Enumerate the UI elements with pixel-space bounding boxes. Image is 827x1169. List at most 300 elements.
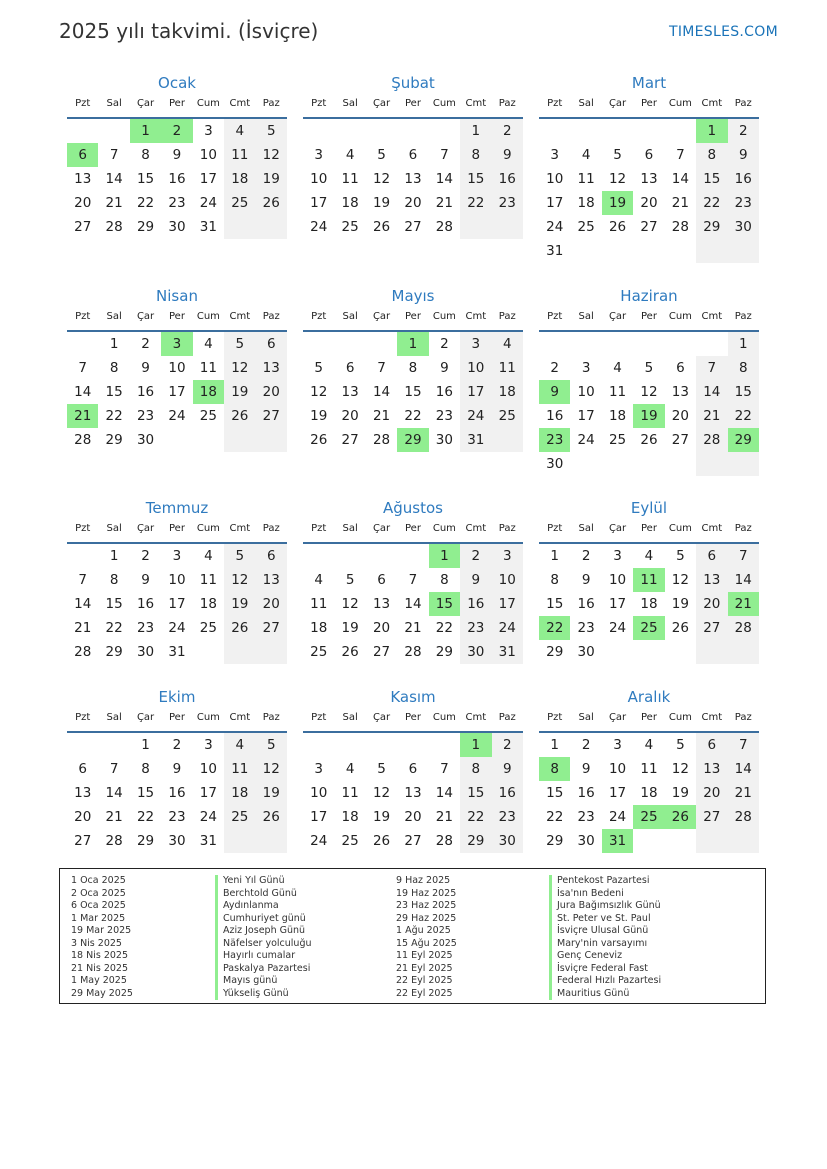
weekday-label: Per [405,98,421,109]
month-9 [539,498,759,664]
day-cell: 3 [172,548,182,564]
weekday-label: Pzt [75,311,91,322]
day-cell: 23 [168,809,186,825]
legend-date: 1 Ağu 2025 [396,925,451,936]
day-cell: 18 [608,408,627,424]
weekday-label: Cum [668,311,692,322]
empty-cell [492,428,523,452]
day-cell: 16 [546,408,564,424]
day-cell: 24 [608,809,627,825]
day-cell: 12 [608,171,627,187]
day-cell: 27 [74,833,92,849]
weekday-label: Cmt [229,98,251,109]
empty-cell [67,332,98,356]
day-cell: 23 [168,195,186,211]
day-cell: 5 [676,737,685,753]
day-grid [539,544,759,664]
legend-holiday-name [215,900,312,913]
day-cell: 22 [460,805,491,829]
day-cell: 6 [408,147,418,163]
day-cell: 19 [633,404,664,428]
legend-dates-2 [396,875,457,1000]
legend-holiday-name [549,963,661,976]
day-cell: 17 [460,380,491,404]
day-cell: 4 [224,733,255,757]
weekday-label: Sal [106,523,122,534]
day-cell: 4 [314,572,323,588]
day-cell: 6 [676,360,685,376]
day-cell: 9 [141,572,150,588]
day-cell: 21 [74,620,92,636]
day-cell: 8 [460,143,491,167]
empty-cell [633,452,664,476]
month-name: Haziran [620,287,678,305]
day-cell: 1 [109,548,119,564]
legend-date: 11 Eyl 2025 [396,950,453,961]
day-cell: 6 [408,761,418,777]
empty-cell [696,332,727,356]
weekday-label: Sal [578,98,594,109]
weekday-header [539,308,759,332]
day-cell: 21 [696,404,727,428]
empty-cell [224,829,255,853]
day-cell: 31 [168,644,186,660]
empty-cell [665,239,696,263]
weekday-label: Sal [106,712,122,723]
legend-date: 29 Haz 2025 [396,912,457,924]
day-cell: 12 [372,785,391,801]
empty-cell [570,239,601,263]
weekday-label: Cum [432,311,456,322]
legend-date: 21 Eyl 2025 [396,962,453,974]
day-cell: 27 [74,219,92,235]
day-cell: 5 [676,548,685,564]
empty-cell [696,829,727,853]
day-cell: 11 [224,143,255,167]
weekday-label: Çar [372,98,391,109]
day-cell: 29 [460,829,491,853]
day-cell: 13 [671,384,689,400]
weekday-label: Cum [668,523,692,534]
day-cell: 2 [440,336,449,352]
month-name: Mayıs [391,287,435,305]
day-cell: 22 [696,191,727,215]
legend-date: 29 May 2025 [71,987,133,999]
day-cell: 23 [136,408,155,424]
day-cell: 6 [78,761,87,777]
legend-holiday-name [549,913,661,926]
weekday-label: Paz [262,311,280,322]
day-cell: 27 [372,644,391,660]
day-cell: 4 [644,548,654,564]
legend-date: 19 Haz 2025 [396,887,457,899]
empty-cell [602,332,633,356]
day-cell: 24 [310,833,328,849]
day-cell: 12 [256,757,287,781]
day-cell: 8 [696,143,727,167]
day-cell: 14 [74,596,92,612]
day-cell: 15 [136,785,155,801]
empty-cell [334,332,365,356]
day-cell: 1 [550,737,559,753]
empty-cell [429,733,460,757]
weekday-label: Paz [262,712,280,723]
weekday-label: Cum [196,98,220,109]
weekday-label: Çar [608,98,627,109]
day-cell: 17 [310,809,328,825]
weekday-label: Cmt [465,523,487,534]
day-cell: 1 [550,548,559,564]
day-cell: 1 [429,544,460,568]
day-cell: 25 [224,805,255,829]
legend-holiday-label: Aydınlanma [215,900,312,913]
day-cell: 20 [640,195,658,211]
empty-cell [256,640,287,664]
day-cell: 17 [310,195,328,211]
day-cell: 13 [256,568,287,592]
day-cell: 20 [74,195,92,211]
day-cell: 3 [492,544,523,568]
empty-cell [633,332,664,356]
empty-cell [633,640,664,664]
legend-date: 22 Eyl 2025 [396,975,453,986]
weekday-label: Çar [608,523,627,534]
empty-cell [633,829,664,853]
day-cell: 26 [224,616,255,640]
day-cell: 3 [581,360,591,376]
day-cell: 16 [577,596,595,612]
empty-cell [224,640,255,664]
weekday-label: Per [641,98,657,109]
day-cell: 19 [256,781,287,805]
day-cell: 19 [602,191,633,215]
day-cell: 11 [608,384,627,400]
month-11 [303,687,523,853]
empty-cell [665,332,696,356]
day-cell: 18 [640,785,658,801]
weekday-label: Çar [372,712,391,723]
empty-cell [728,239,759,263]
weekday-label: Pzt [547,98,563,109]
legend-holiday-name [549,988,661,1001]
day-cell: 8 [141,761,150,777]
weekday-label: Çar [136,523,155,534]
empty-cell [303,733,334,757]
day-cell: 30 [460,640,491,664]
month-2 [303,73,523,239]
legend-date: 23 Haz 2025 [396,900,457,911]
day-cell: 21 [728,592,759,616]
weekday-label: Pzt [75,712,91,723]
legend-holiday-label: İsviçre Federal Fast [549,963,661,976]
weekday-label: Per [641,311,657,322]
day-cell: 29 [435,644,453,660]
day-cell: 4 [581,147,591,163]
legend-holiday-label: Pentekost Pazartesi [549,875,661,888]
day-cell: 22 [105,408,123,424]
day-cell: 3 [204,737,213,753]
weekday-label: Çar [608,712,627,723]
day-cell: 1 [130,119,161,143]
day-cell: 16 [168,785,186,801]
weekday-header [67,520,287,544]
day-cell: 10 [310,171,328,187]
empty-cell [67,119,98,143]
day-cell: 25 [310,644,328,660]
month-name: Eylül [630,499,668,517]
empty-cell [665,452,696,476]
day-cell: 18 [224,167,255,191]
weekday-header [539,95,759,119]
empty-cell [334,544,365,568]
day-cell: 21 [372,408,391,424]
weekday-label: Cum [196,311,220,322]
empty-cell [696,452,727,476]
day-cell: 29 [105,644,123,660]
day-cell: 12 [671,572,689,588]
empty-cell [334,733,365,757]
day-cell: 27 [696,805,727,829]
day-cell: 3 [161,332,192,356]
weekday-label: Pzt [547,523,563,534]
empty-cell [633,239,664,263]
legend-holiday-label: Yükseliş Günü [215,988,312,1001]
day-cell: 23 [492,191,523,215]
day-cell: 25 [492,404,523,428]
empty-cell [256,428,287,452]
day-cell: 16 [492,781,523,805]
weekday-header [303,709,523,733]
day-cell: 9 [440,360,449,376]
weekday-label: Çar [136,712,155,723]
day-cell: 26 [341,644,359,660]
legend-holiday-label: Genç Ceneviz [549,950,661,963]
day-cell: 3 [613,548,622,564]
weekday-label: Pzt [311,712,327,723]
day-cell: 5 [644,360,654,376]
empty-cell [303,119,334,143]
day-cell: 14 [696,380,727,404]
day-grid [539,332,759,476]
day-cell: 19 [256,167,287,191]
day-cell: 2 [460,544,491,568]
day-cell: 16 [460,592,491,616]
day-cell: 9 [460,568,491,592]
weekday-label: Cmt [229,712,251,723]
weekday-label: Paz [498,98,516,109]
day-cell: 31 [546,243,564,259]
day-cell: 2 [581,548,591,564]
month-7 [67,498,287,664]
legend-holiday-name [549,925,661,938]
day-cell: 16 [577,785,595,801]
day-cell: 2 [141,548,150,564]
day-cell: 2 [141,336,150,352]
day-cell: 8 [141,147,150,163]
day-cell: 22 [136,809,155,825]
legend-names-2 [549,875,661,1000]
day-cell: 29 [696,215,727,239]
day-cell: 21 [404,620,422,636]
day-cell: 22 [546,809,564,825]
day-cell: 7 [696,356,727,380]
legend-holiday-name [215,988,312,1001]
weekday-label: Çar [372,523,391,534]
day-cell: 12 [671,761,689,777]
day-cell: 26 [256,805,287,829]
day-cell: 28 [372,432,391,448]
day-cell: 5 [345,572,355,588]
legend-holiday-name [549,875,661,888]
day-cell: 13 [640,171,658,187]
day-cell: 25 [341,219,359,235]
month-4 [67,286,287,452]
empty-cell [193,428,224,452]
legend-holiday-label: Berchtold Günü [215,888,312,901]
day-cell: 20 [696,781,727,805]
day-cell: 13 [696,568,727,592]
day-cell: 1 [460,733,491,757]
day-cell: 20 [404,809,422,825]
day-cell: 4 [224,119,255,143]
day-cell: 20 [74,809,92,825]
day-cell: 30 [728,215,759,239]
day-cell: 26 [256,191,287,215]
day-cell: 23 [577,620,595,636]
legend-date: 1 Oca 2025 [71,875,126,886]
day-cell: 13 [372,596,391,612]
day-cell: 10 [199,761,217,777]
weekday-label: Cum [432,523,456,534]
day-cell: 10 [608,761,627,777]
empty-cell [728,452,759,476]
day-cell: 22 [539,616,570,640]
day-cell: 6 [696,544,727,568]
legend-date: 3 Nis 2025 [71,937,122,949]
day-grid [539,119,759,263]
day-cell: 9 [492,757,523,781]
weekday-label: Cmt [701,712,723,723]
day-cell: 10 [492,568,523,592]
empty-cell [602,119,633,143]
weekday-label: Cmt [701,523,723,534]
month-5 [303,286,523,452]
month-12 [539,687,759,853]
empty-cell [303,544,334,568]
day-cell: 19 [671,785,689,801]
site-logo[interactable]: TIMESLES.COM [669,24,778,40]
day-cell: 28 [728,805,759,829]
empty-cell [224,215,255,239]
weekday-label: Cmt [465,311,487,322]
legend-holiday-name [215,963,312,976]
empty-cell [67,733,98,757]
weekday-label: Per [405,712,421,723]
day-cell: 25 [577,219,595,235]
weekday-label: Sal [342,311,358,322]
empty-cell [303,332,334,356]
day-cell: 6 [345,360,355,376]
day-cell: 18 [640,596,658,612]
legend-holiday-label: Aziz Joseph Günü [215,925,312,938]
day-cell: 5 [613,147,622,163]
day-cell: 13 [404,171,422,187]
day-cell: 28 [105,833,123,849]
weekday-header [539,520,759,544]
legend-holiday-label: İsa'nın Bedeni [549,888,661,901]
empty-cell [696,640,727,664]
day-cell: 29 [136,833,155,849]
empty-cell [570,452,601,476]
day-cell: 18 [341,195,359,211]
weekday-label: Paz [734,523,752,534]
day-grid [67,733,287,853]
day-cell: 11 [492,356,523,380]
day-cell: 22 [460,191,491,215]
empty-cell [366,332,397,356]
day-cell: 24 [577,432,595,448]
legend-holiday-label: Paskalya Pazartesi [215,963,312,976]
weekday-label: Pzt [311,523,327,534]
legend-holiday-label: Federal Hızlı Pazartesi [549,975,661,988]
month-name: Temmuz [145,499,209,517]
legend-holiday-label: St. Peter ve St. Paul [549,913,661,926]
empty-cell [696,239,727,263]
empty-cell [570,332,601,356]
day-cell: 18 [199,596,217,612]
day-cell: 14 [105,171,123,187]
day-cell: 30 [168,833,186,849]
day-cell: 25 [341,833,359,849]
day-cell: 22 [136,195,155,211]
legend-holiday-name [215,888,312,901]
weekday-label: Cum [196,523,220,534]
day-cell: 27 [341,432,359,448]
day-cell: 17 [168,596,186,612]
day-cell: 17 [168,384,186,400]
day-cell: 4 [492,332,523,356]
day-cell: 27 [404,833,422,849]
legend-holiday-name [549,950,661,963]
empty-cell [570,119,601,143]
legend-holiday-label: Hayırlı cumalar [215,950,312,963]
day-cell: 19 [372,195,391,211]
weekday-label: Pzt [311,98,327,109]
day-cell: 9 [141,360,150,376]
day-cell: 6 [377,572,386,588]
day-cell: 22 [728,404,759,428]
empty-cell [460,215,491,239]
weekday-label: Çar [608,311,627,322]
day-cell: 11 [199,572,217,588]
legend-holiday-label: Mauritius Günü [549,988,661,1001]
day-cell: 5 [377,147,386,163]
day-cell: 24 [310,219,328,235]
month-name: Ekim [158,688,196,706]
day-cell: 31 [199,219,217,235]
day-cell: 28 [404,644,422,660]
day-cell: 18 [492,380,523,404]
empty-cell [728,640,759,664]
day-cell: 9 [172,147,182,163]
day-cell: 9 [581,761,591,777]
month-3 [539,73,759,263]
day-cell: 17 [199,785,217,801]
day-cell: 31 [460,428,491,452]
weekday-header [303,520,523,544]
day-cell: 24 [492,616,523,640]
day-cell: 15 [105,384,123,400]
